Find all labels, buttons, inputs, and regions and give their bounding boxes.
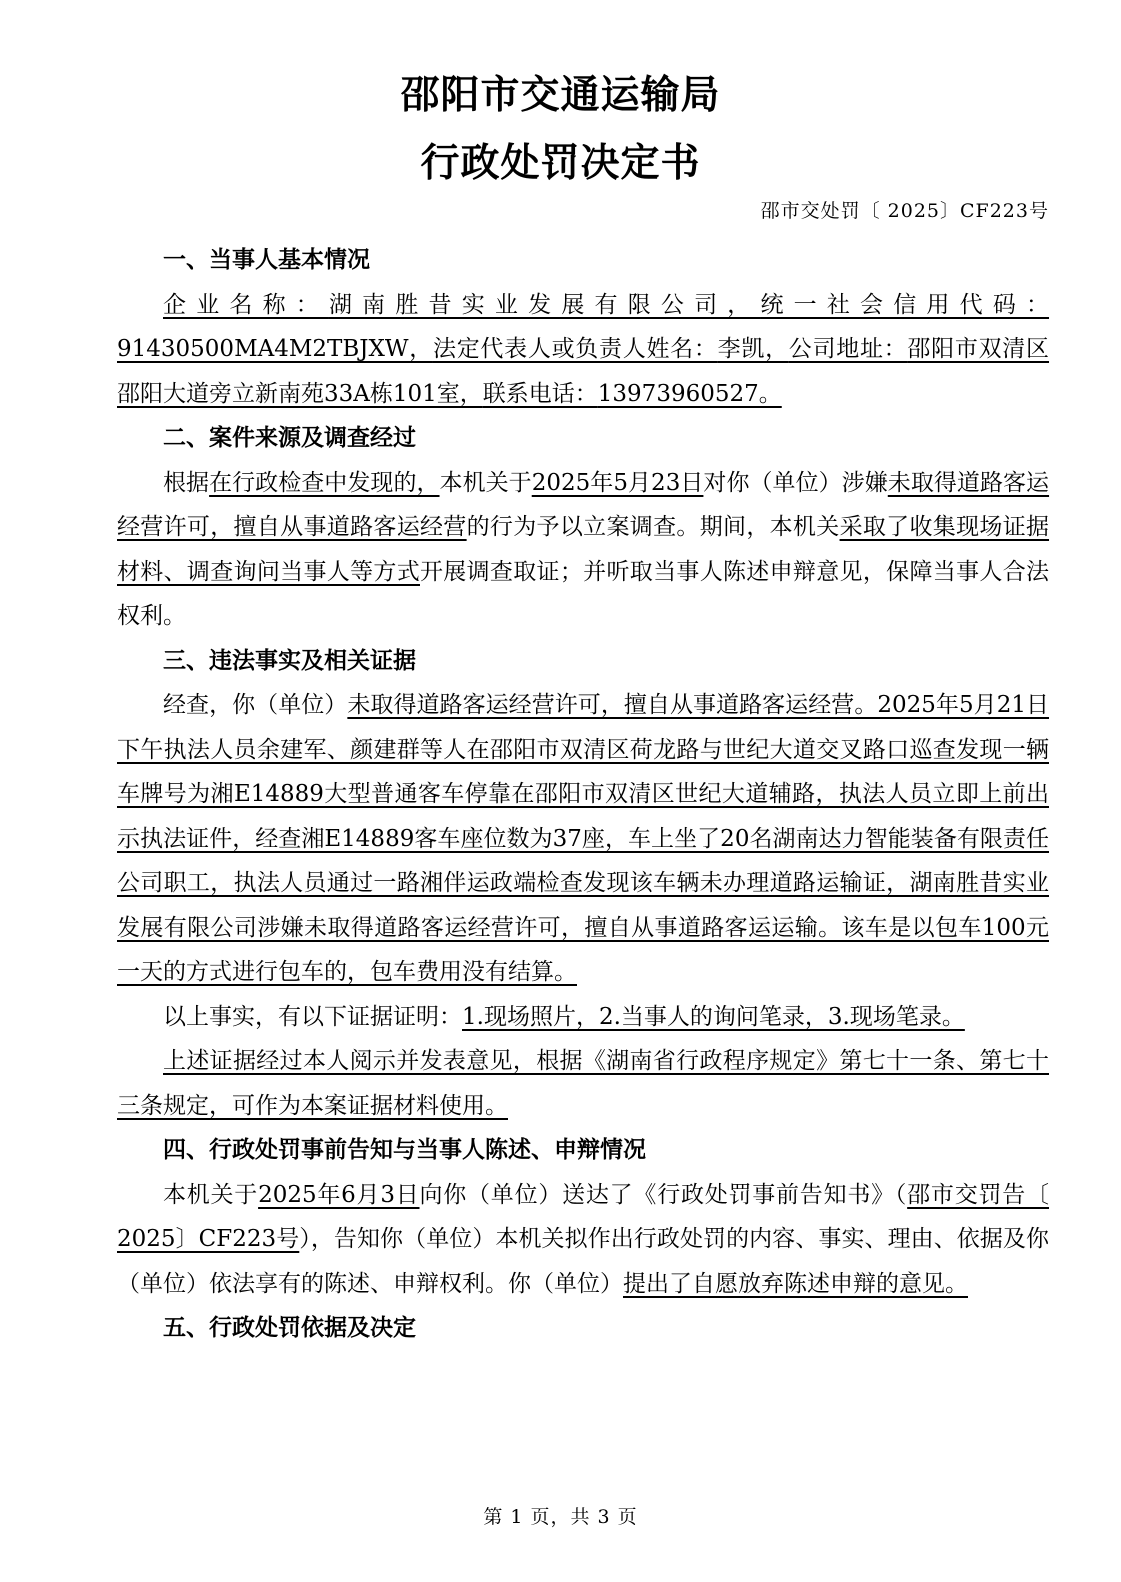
text-fragment: ），告知你（单位）本机关拟作出行政处罚的内容、事实、理由、依据及你（单位）依法享有的陈述、申辩权利。你（单位）	[117, 1226, 1050, 1297]
party-info-paragraph	[117, 283, 1049, 417]
document-body	[117, 238, 1049, 1351]
filing-date: 2025年5月23日	[531, 469, 704, 496]
address-label: 公司地址：	[788, 336, 908, 362]
text-fragment: 的行为予以立案调查。期间，本机关	[466, 514, 840, 540]
evidence-basis: 上述证据经过本人阅示并发表意见，根据《湖南省行政程序规定》第七十一条、第七十三条规定，可作为本案证据材料使用。	[117, 1048, 1049, 1119]
company-label: 企业名称：	[163, 291, 329, 318]
section-heading-prior-notice: 四、行政处罚事前告知与当事人陈述、申辩情况	[163, 1137, 646, 1163]
party-response: 提出了自愿放弃陈述申辩的意见。	[623, 1270, 968, 1297]
investigation-measures: 采取了收集现场证据材料、调查询问当事人等方式	[117, 514, 1050, 585]
agency-title: 邵阳市交通运输局	[400, 73, 721, 118]
notice-number: 邵市交罚告〔 2025〕CF223号	[117, 1181, 1050, 1252]
suspected-violation: 未取得道路客运经营许可，擅自从事道路客运经营	[117, 469, 1050, 540]
legal-rep-name: 李凯，	[717, 336, 789, 362]
text-fragment: 经查，你（单位）	[163, 692, 348, 718]
credit-code-value: 91430500MA4M2TBJXW，	[117, 336, 433, 362]
party-info-underline	[117, 292, 1049, 407]
evidence-basis-paragraph	[117, 1039, 1049, 1128]
facts-paragraph	[117, 683, 1049, 995]
notice-date: 2025年6月3日	[258, 1181, 420, 1208]
text-fragment: 以上事实，有以下证据证明：	[163, 1003, 462, 1030]
phone-value: 13973960527。	[597, 380, 782, 407]
text-fragment: 本机关于	[163, 1181, 259, 1208]
section-heading-case-source: 二、案件来源及调查经过	[163, 425, 416, 451]
evidence-list: 1.现场照片，2.当事人的询问笔录，3.现场笔录。	[462, 1003, 965, 1030]
text-fragment: 本机关于	[439, 469, 532, 496]
credit-code-label: 统一社会信用代码：	[760, 291, 1050, 318]
section-heading-penalty-decision: 五、行政处罚依据及决定	[163, 1315, 416, 1341]
case-source-paragraph	[117, 461, 1049, 639]
prior-notice-paragraph	[117, 1173, 1049, 1307]
company-name: 湖南胜昔实业发展有限公司，	[328, 291, 761, 318]
text-fragment: 向你（单位）送达了《行政处罚事前告知书》（	[419, 1181, 908, 1208]
text-fragment: 开展调查取证；并听取当事人陈述申辩意见，保障当事人合法权利。	[117, 558, 1050, 629]
evidence-paragraph	[117, 995, 1049, 1040]
text-fragment: 根据	[163, 469, 210, 496]
address-value: 邵阳市双清区邵阳大道旁立新南苑33A栋101室，	[117, 336, 1050, 407]
legal-rep-label: 法定代表人或负责人姓名：	[432, 336, 718, 362]
violation-facts: 未取得道路客运经营许可，擅自从事道路客运经营。2025年5月21日下午执法人员余建军、颜建群等人在邵阳市双清区荷龙路与世纪大道交叉路口巡查发现一辆车牌号为湘E14889大型普通客车停靠在邵阳市双清区世纪大道辅路，执法人员立即上前出示执法证件，经查湘E14889客车座位数为37座，车上坐了20名湖南达力智能装备有限责任公司职工，执法人员通过一路湘伴运政端检查发现该车辆未办理道路运输证，湖南胜昔实业发展有限公司涉嫌未取得道路客运经营许可，擅自从事道路客运运输。该车是以包车100元一天的方式进行包车的，包车费用没有结算。	[117, 692, 1050, 985]
section-heading-party-info: 一、当事人基本情况	[163, 247, 370, 273]
phone-label: 联系电话：	[482, 380, 598, 407]
document-number: 邵市交处罚〔 2025〕CF223号	[760, 200, 1049, 222]
section-heading-facts-evidence: 三、违法事实及相关证据	[163, 647, 416, 674]
document-title: 行政处罚决定书	[420, 141, 701, 186]
text-fragment: 对你（单位）涉嫌	[703, 469, 888, 496]
case-source-value: 在行政检查中发现的，	[209, 469, 440, 496]
page-number: 第 1 页，共 3 页	[483, 1506, 638, 1528]
